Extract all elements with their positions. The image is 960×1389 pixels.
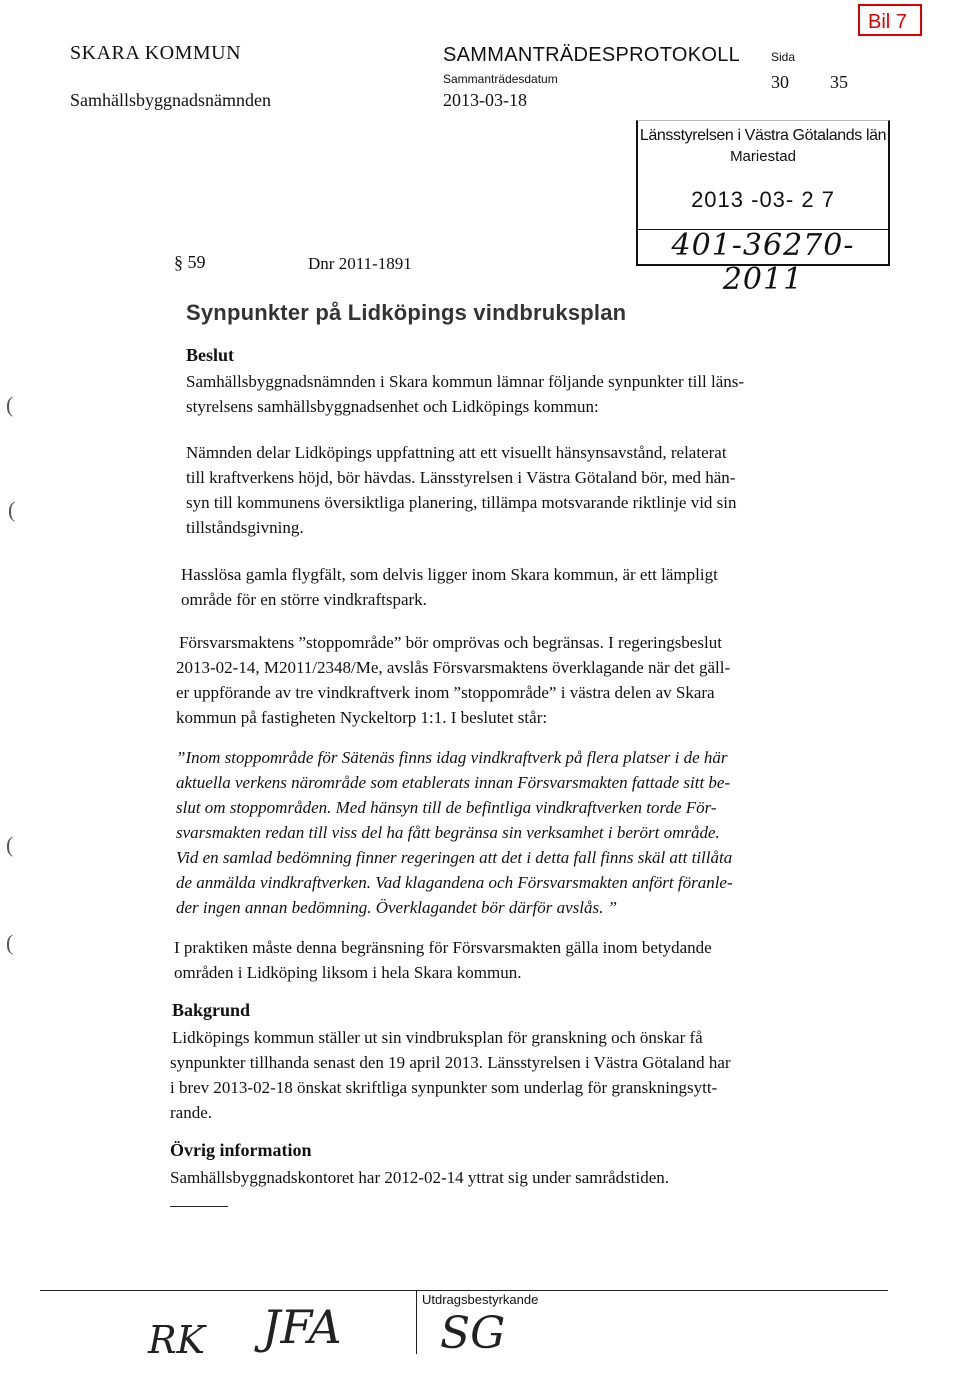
para1-line-1: Nämnden delar Lidköpings uppfattning att ett visuellt hänsynsavstånd, relaterat [186,443,727,462]
extract-label: Utdragsbestyrkande [422,1292,539,1307]
footer-rule [40,1290,888,1291]
bakgrund-line-1: Lidköpings kommun ställer ut sin vindbruksplan för granskning och önskar få [172,1028,703,1047]
department-name: Samhällsbyggnadsnämnden [70,90,271,110]
footer-divider [416,1290,417,1354]
quote-line-4: svarsmakten redan till viss del ha fått begränsa sin verksamhet i berört område. [176,823,720,842]
stamp-date: 2013 -03- 2 7 [691,187,835,212]
signature-initials-2: JFA [262,1300,342,1354]
stamp-authority: Länsstyrelsen i Västra Götalands län [639,127,887,144]
para1-line-4: tillståndsgivning. [186,518,304,537]
document-type: SAMMANTRÄDESPROTOKOLL [443,44,741,66]
bakgrund-heading: Bakgrund [172,1000,251,1020]
para3-line-3: er uppförande av tre vindkraftverk inom ”stoppområde” i västra delen av Skara [176,683,715,702]
attachment-badge: Bil 7 [858,4,922,36]
beslut-line-1: Samhällsbyggnadsnämnden i Skara kommun lämnar följande synpunkter till läns- [186,372,745,391]
document-title: Synpunkter på Lidköpings vindbruksplan [186,300,627,325]
page-label: Sida [771,50,796,64]
para4-line-1: I praktiken måste denna begränsning för Försvarsmakten gälla inom betydande [174,938,712,957]
margin-mark: ( [6,832,14,857]
margin-mark: ( [8,497,16,522]
page-number: 30 [771,72,789,92]
meeting-date: 2013-03-18 [443,90,527,110]
para1-line-2: till kraftverkens höjd, bör hävdas. Länsstyrelsen i Västra Götaland bör, med hän- [186,468,736,487]
para3-line-1: Försvarsmaktens ”stoppområde” bör omprövas och begränsas. I regeringsbeslut [179,633,722,652]
bakgrund-line-2: synpunkter tillhanda senast den 19 april 2013. Länsstyrelsen i Västra Götaland har [170,1053,731,1072]
ovrig-line: Samhällsbyggnadskontoret har 2012-02-14 yttrat sig under samrådstiden. [170,1168,670,1187]
stamp-handwritten-dnr: 401-36270-2011 [671,228,855,297]
beslut-heading: Beslut [186,345,235,365]
quote-line-1: ”Inom stoppområde för Sätenäs finns idag vindkraftverk på flera platser i de här [176,748,728,767]
received-stamp [636,120,890,297]
case-number: Dnr 2011-1891 [308,254,412,273]
para2-line-2: område för en större vindkraftspark. [181,590,427,609]
para3-line-2: 2013-02-14, M2011/2348/Me, avslås Försvarsmaktens överklagande när det gäll- [176,658,731,677]
para3-line-4: kommun på fastigheten Nyckeltorp 1:1. I beslutet står: [176,708,548,727]
signature-initials-1: RK [148,1318,205,1362]
stamp-city: Mariestad [730,148,796,165]
quote-line-6: de anmälda vindkraftverken. Vad klagandena och Försvarsmakten anfört föranle- [176,873,733,892]
signature-initials-3: SG [440,1308,506,1359]
margin-mark: ( [6,392,14,417]
quote-line-2: aktuella verkens närområde som etablerats innan Försvarsmakten fattade sitt be- [176,773,731,792]
page-number-secondary: 35 [830,72,848,92]
beslut-line-2: styrelsens samhällsbyggnadsenhet och Lidköpings kommun: [186,397,599,416]
quote-line-7: der ingen annan bedömning. Överklagandet bör därför avslås. ” [176,898,618,917]
organization-name: SKARA KOMMUN [70,42,242,64]
bakgrund-line-3: i brev 2013-02-18 önskat skriftliga synpunkter som underlag för granskningsytt- [170,1078,718,1097]
ovrig-heading: Övrig information [170,1140,312,1160]
end-rule [170,1206,228,1207]
para1-line-3: syn till kommunens översiktliga planering, tillämpa motsvarande riktlinje vid sin [186,493,737,512]
date-label: Sammanträdesdatum [443,72,558,86]
quote-line-3: slut om stoppområden. Med hänsyn till de befintliga vindkraftverken torde För- [176,798,717,817]
paragraph-number: § 59 [174,252,206,272]
para4-line-2: områden i Lidköping liksom i hela Skara kommun. [174,963,522,982]
quote-line-5: Vid en samlad bedömning finner regeringen att det i detta fall finns skäl att tillåta [176,848,733,867]
margin-mark: ( [6,930,14,955]
bakgrund-line-4: rande. [170,1103,213,1122]
para2-line-1: Hasslösa gamla flygfält, som delvis ligger inom Skara kommun, är ett lämpligt [181,565,718,584]
